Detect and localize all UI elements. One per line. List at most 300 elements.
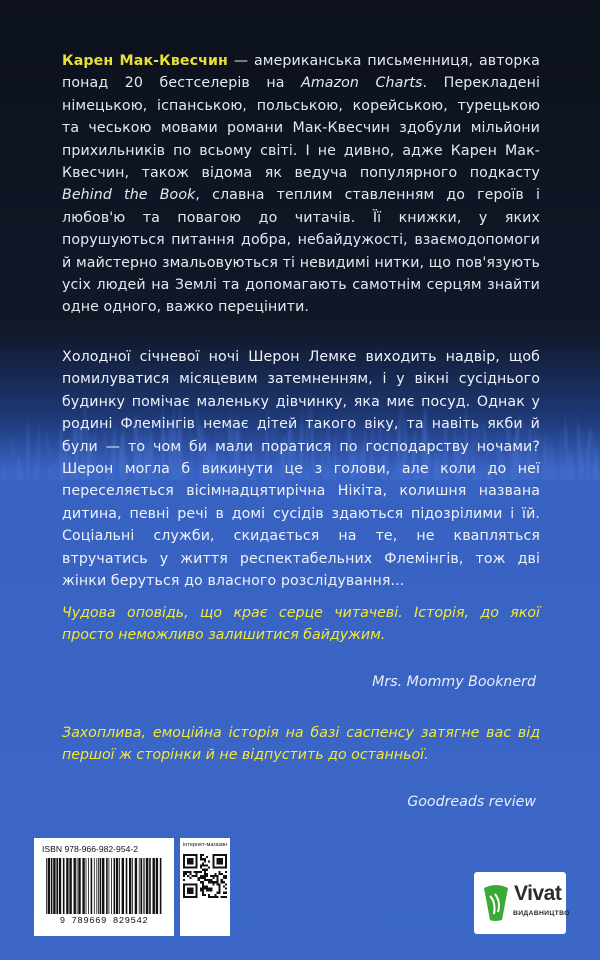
qr-module [200, 890, 202, 892]
qr-module [210, 881, 212, 883]
qr-module [189, 862, 191, 864]
barcode-bar [160, 858, 162, 914]
qr-module [191, 862, 193, 864]
qr-module [225, 875, 227, 877]
qr-module [217, 858, 219, 860]
qr-module [191, 892, 193, 894]
qr-module [189, 890, 191, 892]
qr-module [187, 890, 189, 892]
grass-blade [27, 416, 30, 480]
barcode-bar [122, 858, 124, 914]
qr-module [191, 883, 193, 885]
qr-module [191, 888, 193, 890]
qr-module [219, 885, 221, 887]
barcode-bar [53, 858, 55, 914]
qr-module [208, 888, 210, 890]
qr-module [196, 873, 198, 875]
qr-module [185, 871, 187, 873]
barcode-bar [119, 858, 120, 914]
qr-module [183, 892, 185, 894]
grass-blade [544, 432, 548, 480]
qr-module [206, 888, 208, 890]
qr-module [208, 894, 210, 896]
barcode-bar [116, 858, 118, 914]
qr-module [189, 867, 191, 869]
qr-module [223, 896, 225, 898]
bio-text-c: , славна теплим ставленням до героїв і любов'ю та повагою до читачів. Її книжки, у яких порушуються питання добра, небайдужості, взаємодопомоги й майстерно змальовуються ті невидимі нитки, що пов'язують усіх людей на Землі та допомагають самотнім серцям знайти одне одного, важко перецінити. [62, 187, 540, 316]
qr-module [202, 877, 204, 879]
qr-module [214, 854, 216, 856]
grass-blade [565, 414, 570, 480]
qr-module [183, 864, 185, 866]
qr-module [212, 867, 214, 869]
qr-module [208, 890, 210, 892]
qr-module [202, 854, 204, 856]
grass-blade [16, 454, 22, 480]
barcode-bar [74, 858, 76, 914]
qr-module [185, 867, 187, 869]
qr-module [219, 871, 221, 873]
grass-blade [46, 428, 50, 480]
barcode-bar [111, 858, 112, 914]
qr-module [202, 862, 204, 864]
barcode-bar [156, 858, 158, 914]
grass-blade [39, 454, 44, 480]
barcode-bar [109, 858, 110, 914]
qr-module [198, 879, 200, 881]
qr-module [183, 890, 185, 892]
qr-module [212, 896, 214, 898]
qr-module [206, 873, 208, 875]
qr-module [219, 867, 221, 869]
barcode-bar [46, 858, 47, 914]
qr-module [189, 877, 191, 879]
qr-module [223, 892, 225, 894]
qr-module [208, 867, 210, 869]
qr-module [200, 877, 202, 879]
barcode-bar [48, 858, 50, 914]
qr-module [212, 858, 214, 860]
grass-blade [34, 452, 36, 480]
qr-module [212, 864, 214, 866]
grass-blade [549, 432, 552, 480]
barcode-bar [135, 858, 137, 914]
qr-module [202, 869, 204, 871]
qr-module [187, 867, 189, 869]
barcode-bar [129, 858, 131, 914]
barcode-bar [126, 858, 128, 914]
qr-module [191, 867, 193, 869]
qr-module [217, 892, 219, 894]
qr-module [200, 881, 202, 883]
qr-module [212, 875, 214, 877]
barcode-bar [98, 858, 99, 914]
qr-module [223, 854, 225, 856]
grass-blade [586, 426, 590, 480]
qr-module [225, 858, 227, 860]
publisher-name: Vivat [514, 882, 562, 905]
qr-module [189, 896, 191, 898]
qr-module [198, 877, 200, 879]
barcode-bar [114, 858, 116, 914]
barcode-panel [34, 838, 174, 936]
qr-module [187, 875, 189, 877]
qr-module [204, 875, 206, 877]
qr-module [217, 879, 219, 881]
qr-module [217, 867, 219, 869]
qr-module [204, 860, 206, 862]
qr-module [212, 877, 214, 879]
qr-module [204, 858, 206, 860]
qr-module [193, 875, 195, 877]
qr-module [208, 860, 210, 862]
qr-module [185, 883, 187, 885]
qr-module [189, 892, 191, 894]
barcode-bar [66, 858, 68, 914]
qr-module [204, 894, 206, 896]
qr-module [225, 854, 227, 856]
qr-module [196, 885, 198, 887]
qr-module [191, 854, 193, 856]
qr-module [200, 864, 202, 866]
qr-code-icon[interactable] [183, 854, 227, 898]
qr-module [219, 860, 221, 862]
qr-module [204, 885, 206, 887]
publisher-logo [474, 872, 570, 934]
qr-module [183, 875, 185, 877]
barcode-bar [77, 858, 78, 914]
qr-module [185, 896, 187, 898]
qr-module [200, 871, 202, 873]
qr-module [212, 856, 214, 858]
qr-module [200, 856, 202, 858]
qr-module [185, 854, 187, 856]
qr-module [187, 858, 189, 860]
qr-module [225, 892, 227, 894]
qr-module [202, 883, 204, 885]
qr-module [196, 856, 198, 858]
qr-module [221, 896, 223, 898]
qr-module [219, 858, 221, 860]
qr-module [185, 873, 187, 875]
qr-module [217, 881, 219, 883]
qr-module [223, 877, 225, 879]
grass-blade [22, 468, 27, 480]
qr-module [204, 871, 206, 873]
qr-module [183, 896, 185, 898]
qr-module [202, 894, 204, 896]
qr-module [189, 873, 191, 875]
qr-module [183, 873, 185, 875]
qr-module [193, 896, 195, 898]
qr-module [196, 883, 198, 885]
qr-module [217, 875, 219, 877]
qr-module [200, 854, 202, 856]
barcode-bar [69, 858, 71, 914]
qr-module [219, 890, 221, 892]
qr-module [193, 854, 195, 856]
barcode-bar [102, 858, 104, 914]
barcode-bar [59, 858, 61, 914]
qr-module [212, 883, 214, 885]
qr-module [206, 885, 208, 887]
qr-module [221, 854, 223, 856]
qr-module [202, 881, 204, 883]
qr-module [202, 888, 204, 890]
podcast-name: Behind the Book [62, 187, 196, 204]
qr-module [183, 894, 185, 896]
barcode-bar [146, 858, 148, 914]
qr-module [187, 883, 189, 885]
qr-module [225, 871, 227, 873]
qr-module [196, 854, 198, 856]
qr-module [196, 896, 198, 898]
qr-module [191, 858, 193, 860]
isbn: ISBN 978-966-982-954-2 [42, 844, 139, 854]
review-quote-1: Чудова оповідь, що крає серце читачеві. Історія, до якої просто неможливо залишитися байдужим. [62, 605, 540, 644]
qr-module [204, 877, 206, 879]
qr-module [206, 875, 208, 877]
grass-blade [36, 418, 39, 480]
barcode-bar [132, 858, 133, 914]
author-name: Карен Мак-Квесчин [62, 53, 228, 69]
qr-module [217, 883, 219, 885]
qr-module [187, 862, 189, 864]
qr-module [187, 892, 189, 894]
qr-module [210, 875, 212, 877]
qr-module [196, 862, 198, 864]
qr-module [221, 881, 223, 883]
bio-text-a: — американська письменниця, авторка понад 20 бестселерів на [62, 53, 540, 92]
qr-module [183, 862, 185, 864]
barcode-bar [144, 858, 145, 914]
vivat-leaf-icon [482, 882, 510, 922]
qr-module [191, 896, 193, 898]
qr-module [183, 879, 185, 881]
qr-module [210, 896, 212, 898]
qr-module [219, 888, 221, 890]
qr-module [196, 867, 198, 869]
qr-module [196, 890, 198, 892]
qr-module [204, 873, 206, 875]
qr-module [208, 881, 210, 883]
qr-module [225, 883, 227, 885]
qr-module [193, 871, 195, 873]
qr-module [204, 879, 206, 881]
qr-module [219, 883, 221, 885]
qr-module [204, 869, 206, 871]
qr-module [212, 881, 214, 883]
qr-module [183, 854, 185, 856]
barcode-bar [78, 858, 80, 914]
barcode-bar [149, 858, 151, 914]
qr-module [196, 875, 198, 877]
grass-blade [53, 449, 57, 480]
qr-module [196, 864, 198, 866]
qr-module [189, 860, 191, 862]
qr-module [223, 885, 225, 887]
barcode-bar [106, 858, 108, 914]
qr-module [206, 879, 208, 881]
qr-module [210, 890, 212, 892]
qr-module [214, 873, 216, 875]
qr-module [196, 860, 198, 862]
qr-module [225, 860, 227, 862]
qr-module [196, 888, 198, 890]
grass-blade [573, 447, 576, 480]
qr-module [214, 896, 216, 898]
qr-module [183, 871, 185, 873]
qr-module [202, 858, 204, 860]
qr-module [187, 860, 189, 862]
qr-module [206, 869, 208, 871]
qr-module [183, 867, 185, 869]
qr-module [183, 860, 185, 862]
qr-module [187, 896, 189, 898]
qr-module [223, 875, 225, 877]
qr-module [210, 879, 212, 881]
qr-module [212, 860, 214, 862]
barcode-bar [88, 858, 89, 914]
qr-module [221, 873, 223, 875]
qr-module [206, 856, 208, 858]
qr-module [189, 883, 191, 885]
grass-blade [578, 414, 583, 480]
grass-blade [56, 461, 59, 480]
qr-module [206, 864, 208, 866]
qr-module [202, 885, 204, 887]
qr-module [202, 864, 204, 866]
barcode-bar [94, 858, 95, 914]
qr-module [219, 873, 221, 875]
qr-module [221, 858, 223, 860]
qr-module [204, 888, 206, 890]
synopsis: Холодної січневої ночі Шерон Лемке виходить надвір, щоб помилуватися місяцевим затемненням, і у вікні сусіднього будинку помічає маленьку дівчинку, яка миє посуд. Однак у родині Флемінгів немає дітей такого віку, та навіть якби й були — то чом би мали поратися по господарству ночами? Шерон могла б викинути це з голови, але коли до неї переселяється вісімнадцятирічна Нікіта, колишня названа дитина, певні речі в домі сусідів здаються підозрілими і їй. Соціальні служби, скидається на те, не квапляться втручатись у життя респектабельних Флемінгів, тож дві жінки беруться до власного розслідування... [62, 349, 540, 590]
qr-module [183, 856, 185, 858]
barcode-bar [91, 858, 93, 914]
barcode-icon [42, 858, 166, 914]
barcode-bar [82, 858, 84, 914]
qr-module [187, 871, 189, 873]
review-source-2: Goodreads review [407, 794, 536, 810]
qr-module [214, 875, 216, 877]
qr-module [214, 881, 216, 883]
qr-module [204, 864, 206, 866]
qr-module [219, 854, 221, 856]
qr-module [214, 867, 216, 869]
amazon-charts: Amazon Charts [301, 75, 423, 92]
qr-module [206, 890, 208, 892]
barcode-bar [56, 858, 58, 914]
review-quote-2: Захоплива, емоційна історія на базі саспенсу затягне вас від першої ж сторінки й не відпустить до останньої. [62, 725, 540, 764]
qr-module [225, 864, 227, 866]
barcode-bar [140, 858, 142, 914]
barcode-number: 9 789669 829542 [59, 916, 149, 926]
qr-module [212, 854, 214, 856]
grass-blade [1, 445, 7, 480]
qr-module [196, 894, 198, 896]
qr-module [187, 888, 189, 890]
publisher-subtitle: ВИДАВНИЦТВО [513, 910, 570, 917]
qr-module [225, 867, 227, 869]
qr-module [221, 867, 223, 869]
qr-module [208, 896, 210, 898]
qr-module [214, 894, 216, 896]
qr-label: інтернет-магазин [183, 842, 228, 848]
qr-module [202, 875, 204, 877]
qr-module [198, 871, 200, 873]
barcode-bar [51, 858, 53, 914]
barcode-bar [143, 858, 144, 914]
barcode-bar [153, 858, 155, 914]
qr-module [217, 860, 219, 862]
qr-module [219, 892, 221, 894]
qr-module [202, 890, 204, 892]
grass-blade [9, 461, 11, 480]
bio-text-b: . Перекладені німецькою, іспанською, польською, корейською, турецькою та чеською мовами романи Мак-Квесчин здобули мільйони прихильників по всьому світі. І не дивно, адже Карен Мак-Квесчин, також відома як ведуча популярного подкасту [62, 75, 540, 182]
qr-module [196, 858, 198, 860]
qr-module [189, 871, 191, 873]
qr-module [223, 881, 225, 883]
qr-module [217, 854, 219, 856]
qr-module [191, 875, 193, 877]
qr-module [225, 856, 227, 858]
qr-module [193, 867, 195, 869]
qr-module [217, 877, 219, 879]
qr-module [217, 862, 219, 864]
barcode-bar [96, 858, 97, 914]
qr-module [200, 875, 202, 877]
barcode-bar [100, 858, 102, 914]
qr-module [189, 888, 191, 890]
qr-module [200, 867, 202, 869]
qr-module [200, 888, 202, 890]
qr-module [202, 892, 204, 894]
qr-panel [180, 838, 230, 936]
qr-module [225, 862, 227, 864]
qr-module [191, 860, 193, 862]
qr-module [208, 879, 210, 881]
qr-module [189, 858, 191, 860]
qr-module [223, 867, 225, 869]
qr-module [191, 890, 193, 892]
qr-module [200, 858, 202, 860]
barcode-bar [139, 858, 140, 914]
barcode-bar [86, 858, 87, 914]
qr-module [183, 885, 185, 887]
review-source-1: Mrs. Mommy Booknerd [372, 674, 536, 690]
qr-module [221, 862, 223, 864]
qr-module [193, 883, 195, 885]
qr-module [225, 888, 227, 890]
qr-module [183, 858, 185, 860]
qr-module [196, 871, 198, 873]
grass-blade [559, 417, 562, 480]
qr-module [196, 892, 198, 894]
barcode-bar [63, 858, 65, 914]
qr-module [183, 888, 185, 890]
qr-module [187, 854, 189, 856]
qr-module [221, 860, 223, 862]
qr-module [219, 862, 221, 864]
qr-module [225, 877, 227, 879]
author-bio [62, 50, 540, 319]
qr-module [183, 883, 185, 885]
qr-module [217, 896, 219, 898]
qr-module [225, 896, 227, 898]
qr-module [189, 854, 191, 856]
qr-module [212, 862, 214, 864]
